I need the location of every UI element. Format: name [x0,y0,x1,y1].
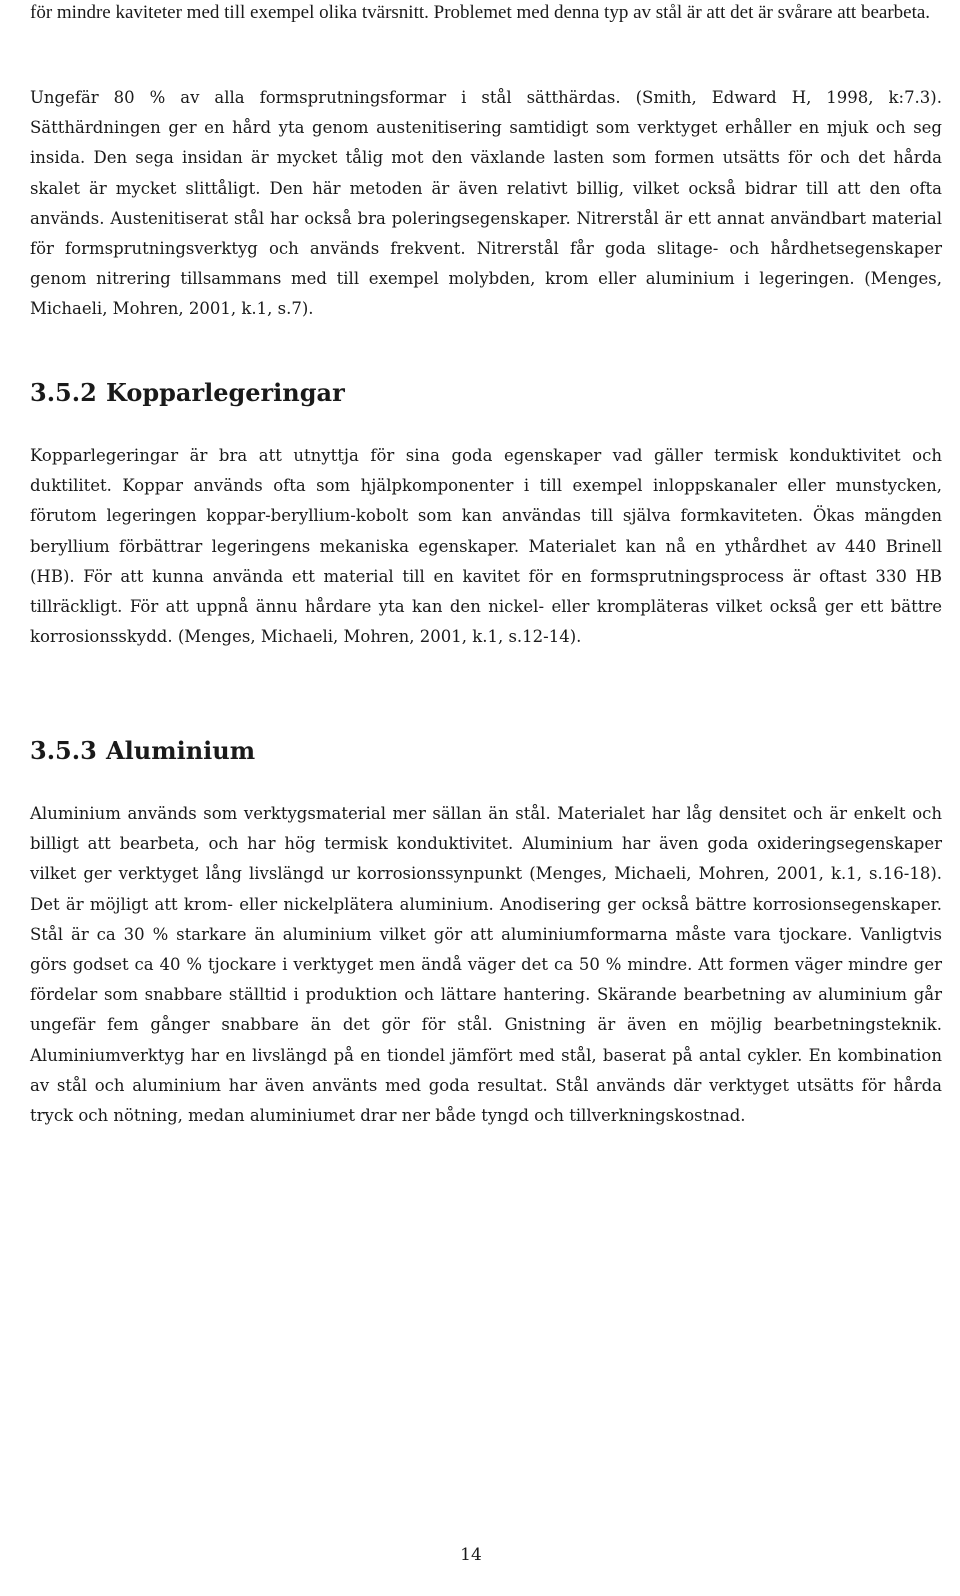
intro-paragraph-1: för mindre kaviteter med till exempel olika tvärsnitt. Problemet med denna typ av stål är att det är svårare att bearbeta. [30,2,931,23]
aluminium-paragraph: Aluminium används som verktygsmaterial mer sällan än stål. Materialet har låg densitet och är enkelt och billigt att bearbeta, och har hög termisk konduktivitet. Aluminium har även goda oxideringsegenskaper vilket ger verktyget lång livslängd ur korrosionssynpunkt (Menges, Michaeli, Mohren, 2001, k.1, s.16-18). Det är möjligt att krom- eller nickelplätera aluminium. Anodisering ger också bättre korrosionsegenskaper. Stål är ca 30 % starkare än aluminium vilket gör att aluminiumformarna måste vara tjockare. Vanligtvis görs godset ca 40 % tjockare i verktyget men ändå väger det ca 50 % mindre. Att formen väger mindre ger fördelar som snabbare ställtid i produktion och lättare hantering. Skärande bearbetning av aluminium går ungefär fem gånger snabbare än det gör för stål. Gnistning är även en möjlig bearbetningsteknik. Aluminiumverktyg har en livslängd på en tiondel jämfört med stål, baserat på antal cykler. En kombination av stål och aluminium har även använts med goda resultat. Stål används där verktyget utsätts för hårda tryck och nötning, medan aluminiumet drar ner både tyngd och tillverkningskostnad. [30,804,942,1126]
page-number: 14 [460,1545,482,1565]
section-title: Aluminium [106,736,256,765]
kopparlegeringar-paragraph: Kopparlegeringar är bra att utnyttja för sina goda egenskaper vad gäller termisk konduktivitet och duktilitet. Koppar används ofta som hjälpkomponenter i till exempel inloppskanaler eller munstycken, förutom legeringen koppar-beryllium-kobolt som kan användas till själva formkaviteten. Ökas mängden beryllium förbättrar legeringens mekaniska egenskaper. Materialet kan nå en ythårdhet av 440 Brinell (HB). För att kunna använda ett material till en kavitet för en formsprutningsprocess är oftast 330 HB tillräckligt. För att uppnå ännu hårdare yta kan den nickel- eller krompläteras vilket också ger ett bättre korrosionsskydd. (Menges, Michaeli, Mohren, 2001, k.1, s.12-14). [30,446,942,647]
section-number: 3.5.2 [30,378,97,407]
intro-paragraph-2: Ungefär 80 % av alla formsprutningsformar i stål sätthärdas. (Smith, Edward H, 1998, k:7.3). Sätthärdningen ger en hård yta genom austenitisering samtidigt som verktyget erhåller en mjuk och seg insida. Den sega insidan är mycket tålig mot den växlande lasten som formen utsätts för och det hårda skalet är mycket slittåligt. Den här metoden är även relativt billig, vilket också bidrar till att den ofta används. Austenitiserat stål har också bra poleringsegenskaper. Nitrerstål är ett annat användbart material för formsprutningsverktyg och används frekvent. Nitrerstål får goda slitage- och hårdhetsegenskaper genom nitrering tillsammans med till exempel molybden, krom eller aluminium i legeringen. (Menges, Michaeli, Mohren, 2001, k.1, s.7). [30,88,942,319]
section-heading-kopparlegeringar [30,378,345,407]
section-title: Kopparlegeringar [106,378,345,407]
section-number: 3.5.3 [30,736,97,765]
section-heading-aluminium [30,736,255,765]
